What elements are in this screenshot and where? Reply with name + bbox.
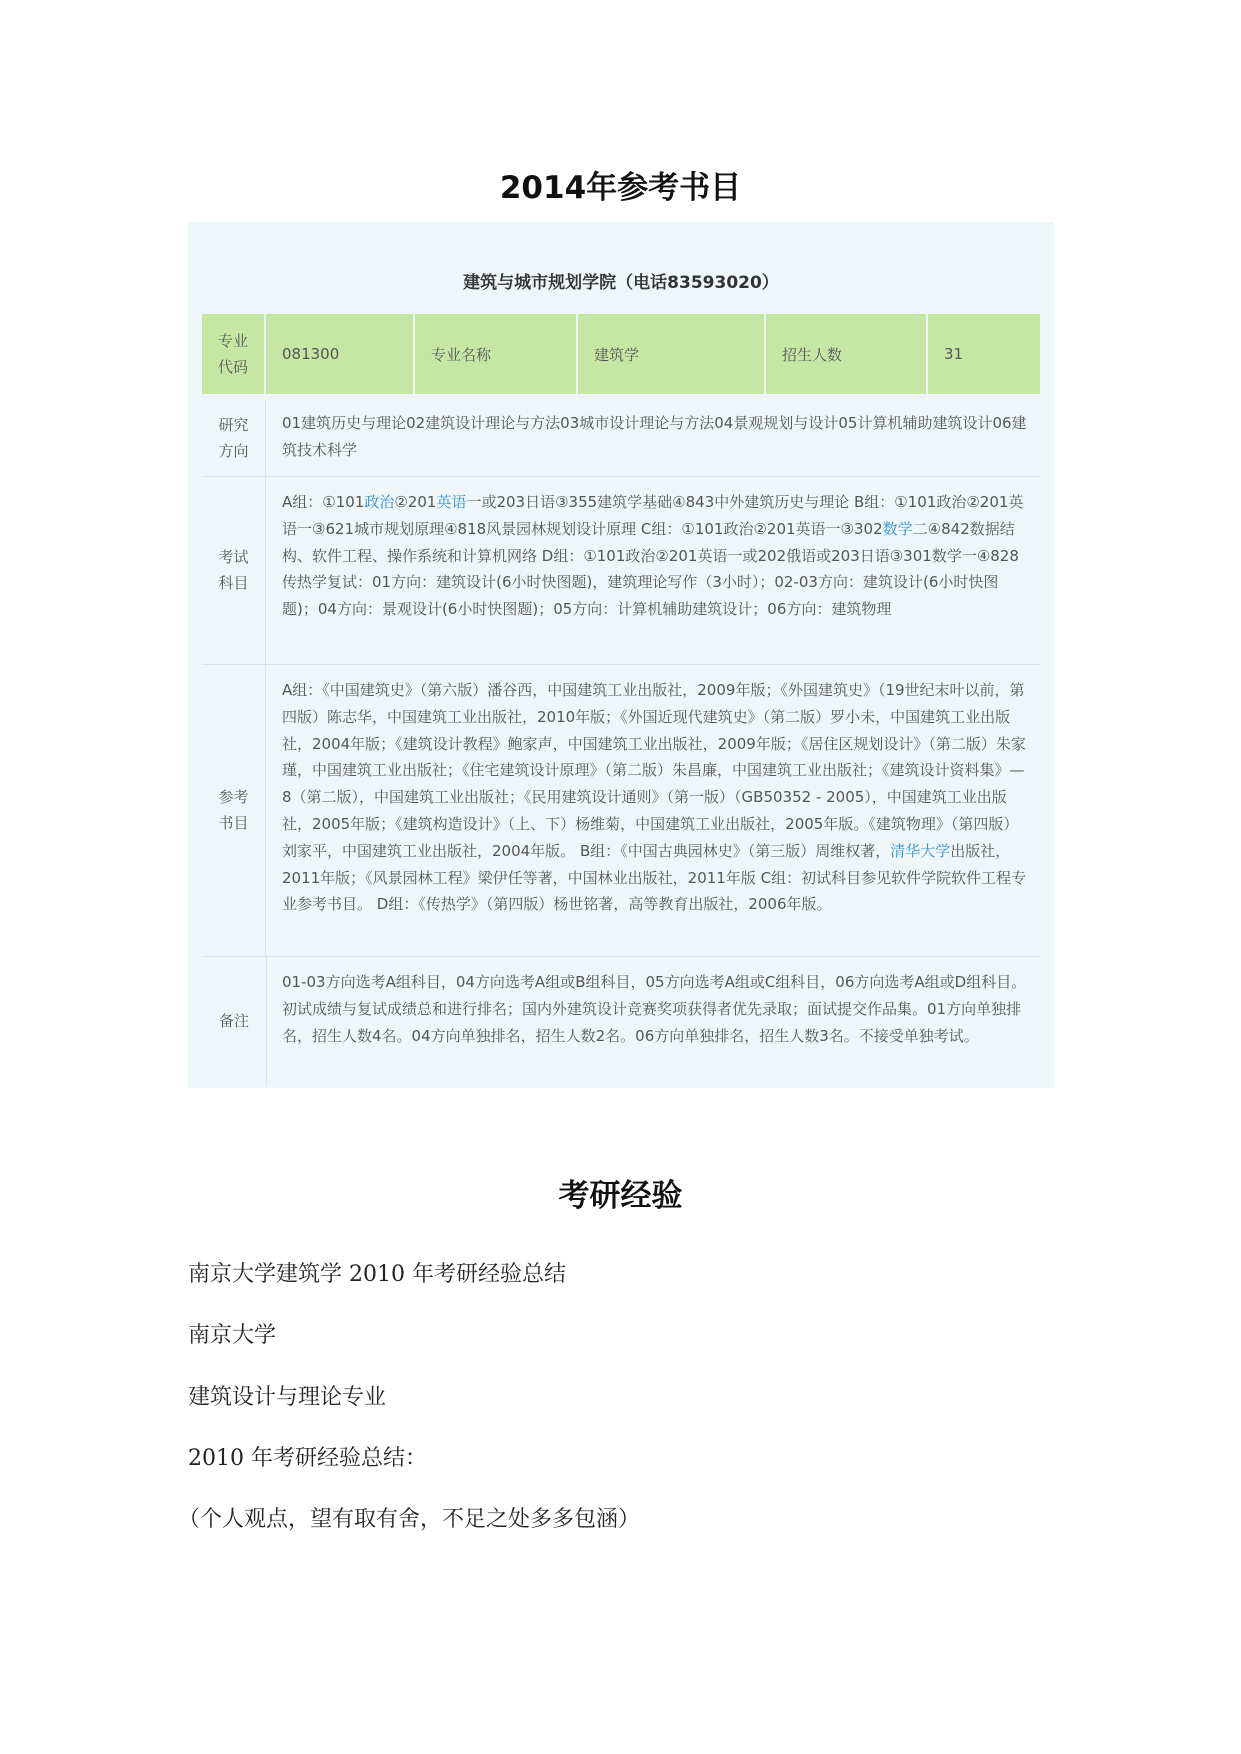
notes-label: 备注	[202, 956, 267, 1086]
notes-row	[202, 956, 1040, 1086]
table-caption: 建筑与城市规划学院（电话83593020）	[463, 273, 779, 293]
tsinghua-link[interactable]: 清华大学	[890, 841, 951, 860]
math-link[interactable]: 数学	[882, 519, 913, 538]
books-text	[282, 677, 1032, 918]
books-label: 参考书目	[202, 664, 266, 956]
books-text-part-2: 出版社，2011年版；《风景园林工程》梁伊任等著，中国林业出版社，2011年版 C组：初试科目参见软件学院软件工程专业参考书目。 D组：《传热学》（第四版）杨世铭著，高等教育出版社，2006年版。	[282, 841, 1027, 914]
major-name-label: 专业名称	[417, 314, 578, 394]
exam-text-part-3: 一或203日语③355建筑学基础④843中外建筑历史与理论 B组：①101政治②201英语一③621城市规划原理④818风景园林规划设计原理 C组：①101政治②201英语一③302	[282, 493, 1024, 538]
exam-text-part-1: A组：①101	[282, 493, 365, 511]
exam-row	[202, 476, 1040, 665]
major-header-row	[202, 314, 1040, 394]
paragraph-1: 南京大学建筑学 2010 年考研经验总结	[188, 1262, 566, 1287]
paragraph-4: 2010 年考研经验总结：	[188, 1446, 427, 1471]
paragraph-2: 南京大学	[188, 1323, 277, 1348]
quota-value: 31	[944, 345, 964, 363]
direction-text: 01建筑历史与理论02建筑设计理论与方法03城市设计理论与方法04景观规划与设计05计算机辅助建筑设计06建筑技术科学	[282, 414, 1027, 459]
notes-text: 01-03方向选考A组科目，04方向选考A组或B组科目，05方向选考A组或C组科目，06方向选考A组或D组科目。初试成绩与复试成绩总和进行排名；国内外建筑设计竞赛奖项获得者优先录取；面试提交作品集。01方向单独排名，招生人数4名。04方向单独排名，招生人数2名。06方向单独排名，招生人数3名。不接受单独考试。	[282, 973, 1027, 1045]
paragraph-5: （个人观点，望有取有舍，不足之处多多包涵）	[178, 1507, 641, 1532]
exam-text-part-4: 二④842数据结构、软件工程、操作系统和计算机网络 D组：①101政治②201英语一或202俄语或203日语③301数学一④828传热学复试：01方向：建筑设计(6小时快图题)，建筑理论写作（3小时）；02-03方向：建筑设计(6小时快图题)；04方向：景观设计(6小时快图题)；05方向：计算机辅助建筑设计；06方向：建筑物理	[282, 519, 1019, 619]
direction-row	[202, 400, 1040, 477]
major-code-label: 专业代码	[202, 314, 266, 394]
books-row	[202, 664, 1040, 957]
major-name-value: 建筑学	[580, 314, 766, 394]
exam-text-part-2: ②201	[394, 493, 437, 511]
page-title: 2014年参考书目	[499, 170, 742, 206]
politics-link[interactable]: 政治	[364, 493, 395, 511]
paragraph-3: 建筑设计与理论专业	[188, 1385, 387, 1410]
reference-table	[188, 222, 1054, 1088]
exam-text	[282, 489, 1032, 623]
section-title: 考研经验	[558, 1178, 683, 1214]
major-code-value: 081300	[268, 314, 415, 394]
direction-label: 研究方向	[202, 400, 266, 476]
english-link[interactable]: 英语	[436, 493, 467, 511]
exam-label: 考试科目	[202, 476, 266, 664]
books-text-part-1: A组：《中国建筑史》（第六版）潘谷西，中国建筑工业出版社，2009年版；《外国建筑史》（19世纪末叶以前，第四版）陈志华，中国建筑工业出版社，2010年版；《外国近现代建筑史》（第二版）罗小未，中国建筑工业出版社，2004年版；《建筑设计教程》鲍家声，中国建筑工业出版社，2009年版；《居住区规划设计》（第二版）朱家瑾，中国建筑工业出版社；《住宅建筑设计原理》（第二版）朱昌廉，中国建筑工业出版社；《建筑设计资料集》—8（第二版），中国建筑工业出版社；《民用建筑设计通则》（第一版）（GB50352 - 2005），中国建筑工业出版社，2005年版；《建筑构造设计》（上、下）杨维菊，中国建筑工业出版社，2005年版。《建筑物理》（第四版）刘家平，中国建筑工业出版社，2004年版。 B组：《中国古典园林史》（第三版）周维权著，	[282, 681, 1026, 860]
quota-label: 招生人数	[768, 314, 928, 394]
